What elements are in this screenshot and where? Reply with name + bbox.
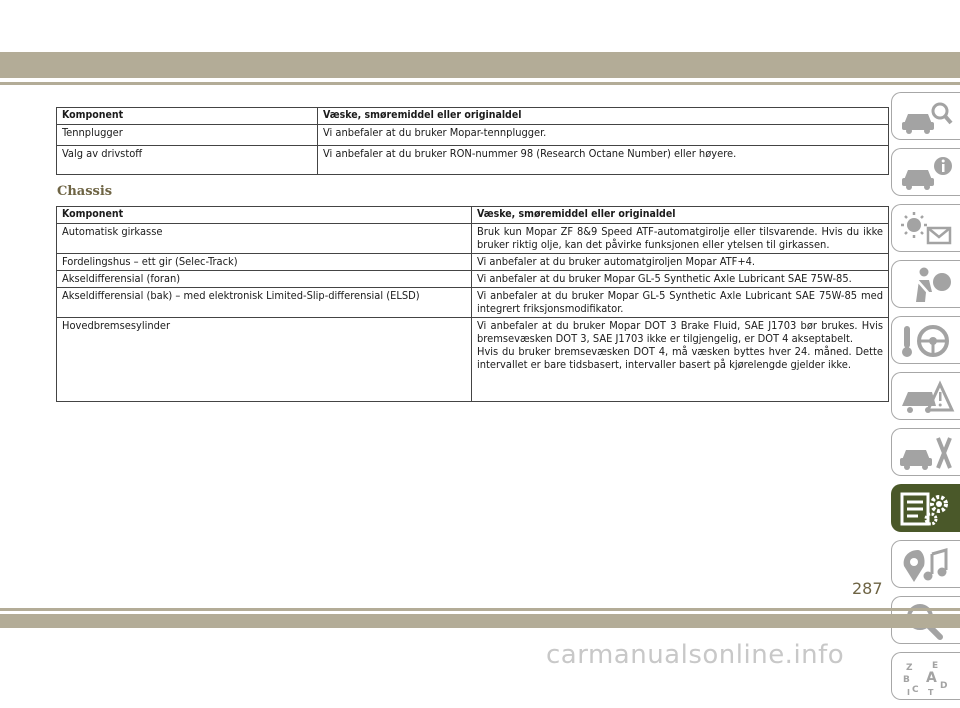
cell-component: Automatisk girkasse <box>57 224 472 254</box>
tab-index[interactable] <box>891 652 960 700</box>
index-letter: T <box>928 688 934 697</box>
tab-car-info[interactable] <box>891 148 960 196</box>
table-row <box>57 318 889 402</box>
cell-fluid-paragraph: Vi anbefaler at du bruker Mopar DOT 3 Brake Fluid, SAE J1703 bør brukes. Hvis bremsevæsken DOT 3, SAE J1703 ikke er tilgjengelig, er DOT 4 akseptabelt. <box>477 319 883 345</box>
header-component: Komponent <box>57 207 472 224</box>
cell-fluid: Bruk kun Mopar ZF 8&9 Speed ATF-automatgirolje eller tilsvarende. Hvis du ikke bruker riktig olje, kan det påvirke funksjonen eller ytelsen til girkassen. <box>472 224 889 254</box>
hazard-triangle-icon <box>898 378 954 416</box>
bottom-color-band <box>0 614 960 628</box>
specifications-gear-icon <box>898 490 954 528</box>
table-row <box>57 224 889 254</box>
watermark: carmanualsonline.info <box>546 640 845 670</box>
top-color-band <box>0 52 960 78</box>
page-number: 287 <box>852 579 883 598</box>
tab-safety[interactable] <box>891 260 960 308</box>
tab-service[interactable] <box>891 428 960 476</box>
header-component: Komponent <box>57 108 318 125</box>
bottom-divider <box>0 608 960 611</box>
cell-component: Valg av drivstoff <box>57 146 318 175</box>
cell-component: Tennplugger <box>57 125 318 146</box>
tab-warning-lights[interactable] <box>891 204 960 252</box>
cell-fluid: Vi anbefaler at du bruker Mopar-tennplugger. <box>318 125 889 146</box>
cell-component: Hovedbremsesylinder <box>57 318 472 402</box>
chassis-table <box>56 206 889 402</box>
table-row <box>57 288 889 318</box>
header-fluid: Væske, smøremiddel eller originaldel <box>472 207 889 224</box>
car-search-icon <box>898 98 954 136</box>
ignition-fuel-table <box>56 107 889 175</box>
index-letter: C <box>912 685 919 695</box>
index-letter: A <box>926 670 937 686</box>
header-fluid: Væske, smøremiddel eller originaldel <box>318 108 889 125</box>
cell-fluid: Vi anbefaler at du bruker Mopar GL-5 Synthetic Axle Lubricant SAE 75W-85 med integrert friksjonsmodifikator. <box>472 288 889 318</box>
index-letter: I <box>907 688 910 697</box>
table-row <box>57 125 889 146</box>
alphabetical-index-icon <box>898 658 954 696</box>
car-info-icon <box>898 154 954 192</box>
section-title: Chassis <box>57 184 113 199</box>
table-header-row <box>57 207 889 224</box>
table-row <box>57 254 889 271</box>
cell-component: Akseldifferensial (foran) <box>57 271 472 288</box>
index-letter: Z <box>906 663 913 673</box>
index-letter: D <box>940 681 948 691</box>
multimedia-music-icon <box>898 546 954 584</box>
index-letter: B <box>903 675 910 685</box>
cell-fluid: Vi anbefaler at du bruker RON-nummer 98 (Research Octane Number) eller høyere. <box>318 146 889 175</box>
table-header-row <box>57 108 889 125</box>
car-service-tools-icon <box>898 434 954 472</box>
cell-fluid <box>472 318 889 402</box>
tab-emergency[interactable] <box>891 372 960 420</box>
tab-multimedia[interactable] <box>891 540 960 588</box>
tab-car-search[interactable] <box>891 92 960 140</box>
cell-component: Fordelingshus – ett gir (Selec-Track) <box>57 254 472 271</box>
cell-fluid: Vi anbefaler at du bruker Mopar GL-5 Synthetic Axle Lubricant SAE 75W-85. <box>472 271 889 288</box>
warning-light-message-icon <box>898 210 954 248</box>
airbag-seatbelt-icon <box>898 266 954 304</box>
table-row <box>57 271 889 288</box>
tab-specifications[interactable] <box>891 484 960 532</box>
table-row <box>57 146 889 175</box>
cell-component: Akseldifferensial (bak) – med elektronisk Limited-Slip-differensial (ELSD) <box>57 288 472 318</box>
index-letter: E <box>932 661 939 671</box>
top-divider <box>0 82 960 85</box>
cell-fluid-paragraph: Hvis du bruker bremsevæsken DOT 4, må væsken byttes hver 24. måned. Dette intervallet er bare tidsbasert, intervaller basert på kjørelengde gjelder ikke. <box>477 345 883 371</box>
steering-key-icon <box>898 322 954 360</box>
tab-starting-driving[interactable] <box>891 316 960 364</box>
cell-fluid: Vi anbefaler at du bruker automatgiroljen Mopar ATF+4. <box>472 254 889 271</box>
